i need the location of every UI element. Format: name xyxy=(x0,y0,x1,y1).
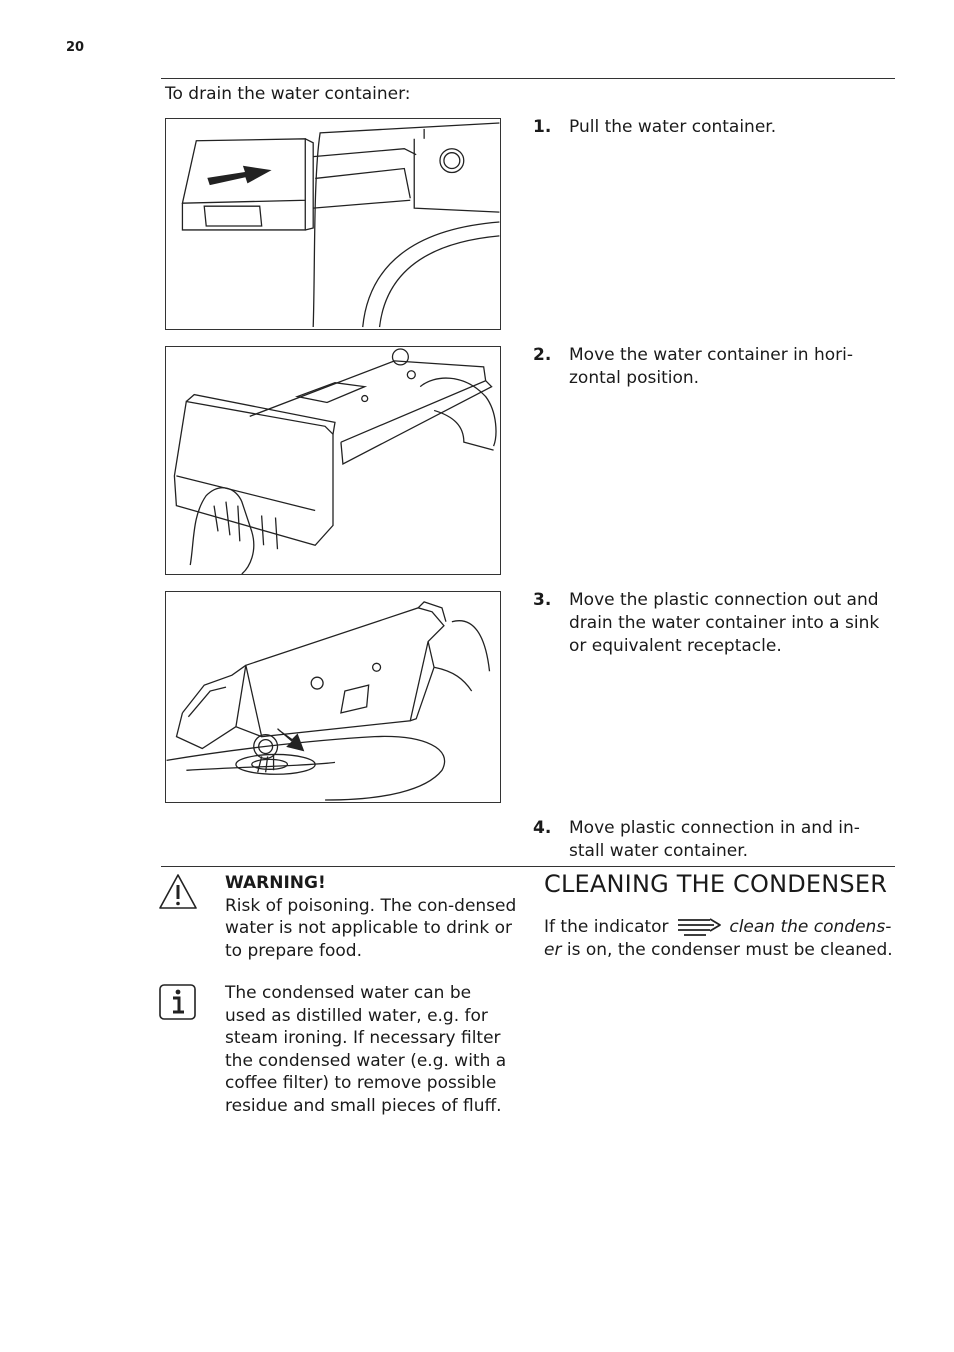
top-rule xyxy=(161,78,895,79)
step-text xyxy=(569,817,895,863)
step-text-line: zontal position. xyxy=(569,368,700,388)
drain-container-illustration xyxy=(166,592,500,802)
pull-container-illustration xyxy=(166,119,500,329)
warning-notice xyxy=(225,872,517,962)
section-body xyxy=(544,915,896,961)
info-icon xyxy=(158,982,198,1022)
step-text xyxy=(569,344,895,390)
warning-title: WARNING! xyxy=(225,873,326,893)
figure-pull-container xyxy=(165,118,501,330)
step-text-line: stall water container. xyxy=(569,841,749,861)
step-text: Pull the water container. xyxy=(569,117,777,137)
section-rule xyxy=(161,866,895,867)
warning-triangle-icon xyxy=(158,872,198,912)
step-number: 3. xyxy=(533,590,552,610)
section-title: CLEANING THE CONDENSER xyxy=(544,870,888,898)
step-number: 4. xyxy=(533,818,552,838)
warning-text: Risk of poisoning. The con-densed water is not applicable to drink or to prepare food. xyxy=(225,895,517,961)
info-notice: The condensed water can be used as distilled water, e.g. for steam ironing. If necessary filter the condensed water (e.g. with a coffee filter) to remove possible residue and small pieces of fluff. xyxy=(225,983,507,1116)
step-text-line: Move plastic connection in and in- xyxy=(569,818,860,838)
step-number: 1. xyxy=(533,117,552,137)
figure-drain-container xyxy=(165,591,501,803)
clean-condenser-indicator-icon xyxy=(676,915,722,937)
intro-text: To drain the water container: xyxy=(165,84,411,104)
section-body-after: is on, the condenser must be cleaned. xyxy=(566,939,893,960)
section-body-before: If the indicator xyxy=(544,917,669,937)
step-number: 2. xyxy=(533,345,552,365)
horizontal-container-illustration xyxy=(166,347,500,574)
figure-horizontal-container xyxy=(165,346,501,575)
step-text: Move the plastic connection out and drain the water container into a sink or equivalent receptacle. xyxy=(569,590,880,656)
page-number: 20 xyxy=(66,40,85,55)
section-body-italic: clean the condens-er xyxy=(544,917,892,960)
step-text-line: Move the water container in hori- xyxy=(569,345,854,365)
